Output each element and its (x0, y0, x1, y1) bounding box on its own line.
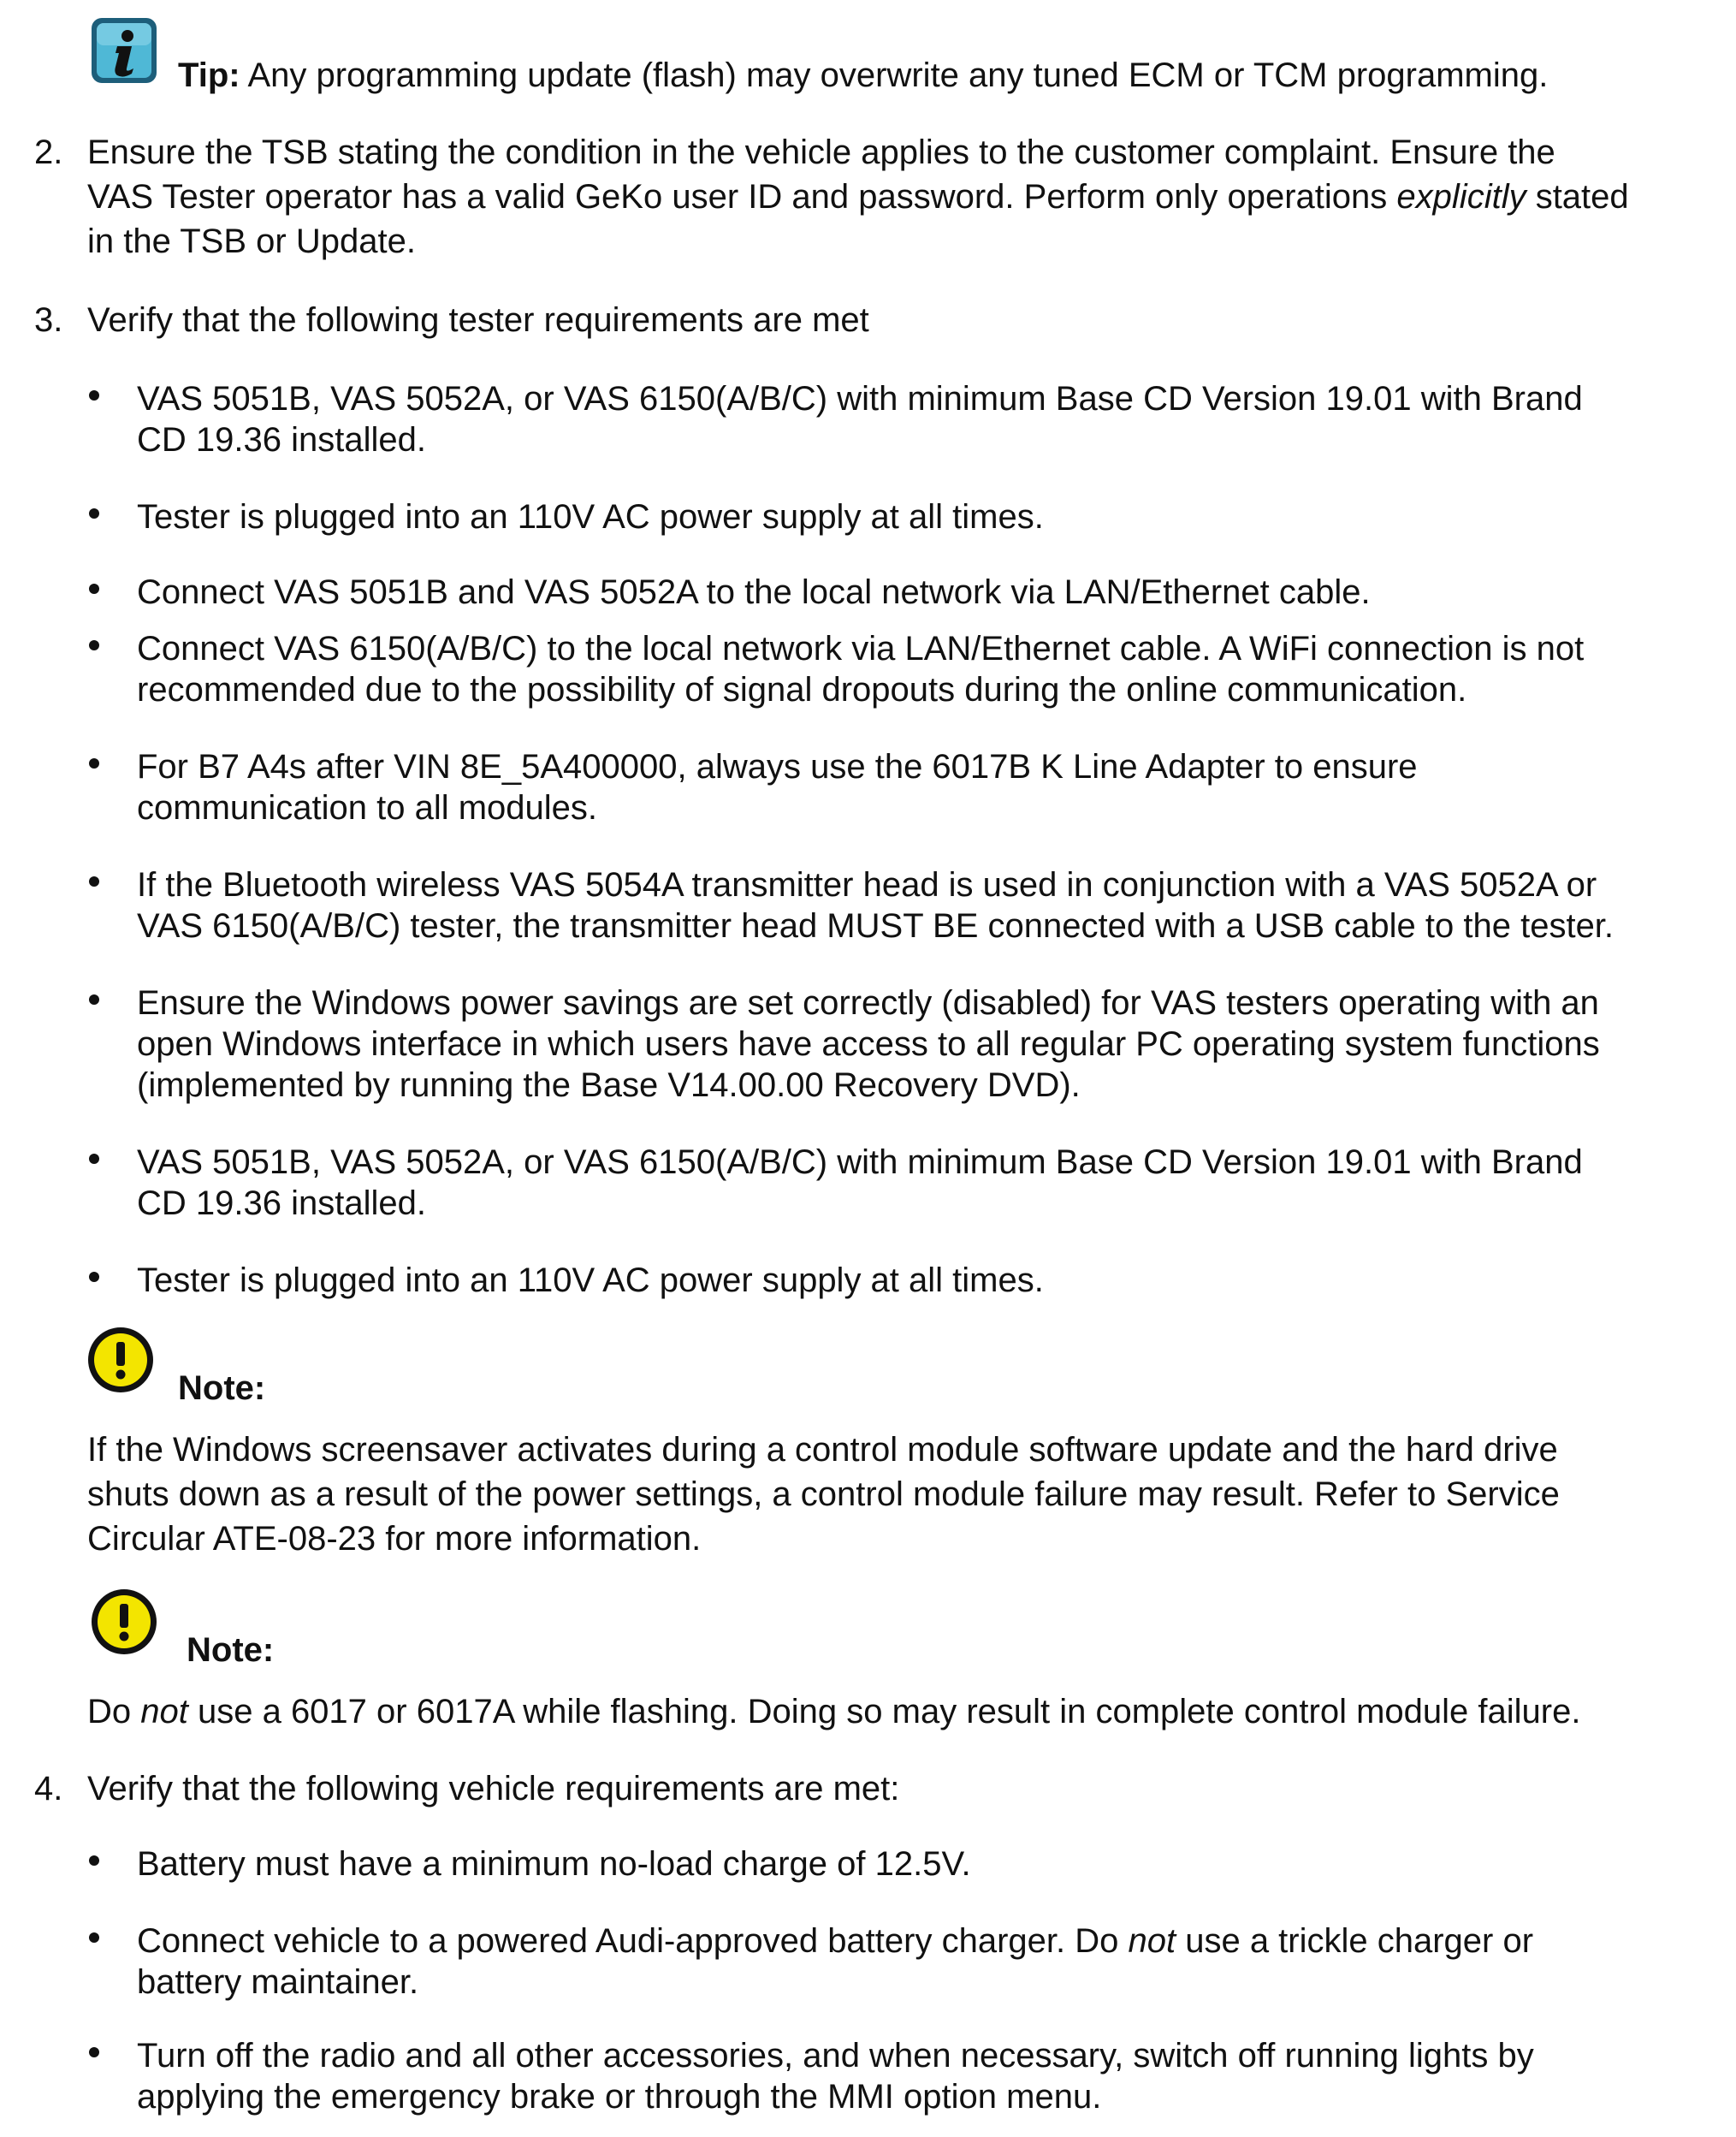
bullet-dot (89, 584, 99, 594)
tester-requirement-8-line-1: VAS 5051B, VAS 5052A, or VAS 6150(A/B/C) with minimum Base CD Version 19.01 with Brand (137, 1143, 1583, 1181)
tip-label: Tip: (178, 56, 240, 94)
step-2-line-2-b: stated (1526, 178, 1629, 216)
step-2-line-2-a: VAS Tester operator has a valid GeKo user ID and password. Perform only operations (87, 178, 1397, 216)
tester-requirement-1-line-1: VAS 5051B, VAS 5052A, or VAS 6150(A/B/C) with minimum Base CD Version 19.01 with Brand (137, 380, 1583, 418)
bullet-dot (89, 2047, 99, 2057)
bullet-dot (89, 994, 99, 1005)
vehicle-requirement-2-line-2: battery maintainer. (137, 1963, 419, 2001)
step-number: 3. (34, 301, 63, 339)
bullet-dot (89, 1272, 99, 1282)
note-2-text-a: Do (87, 1693, 141, 1730)
step-number: 4. (34, 1770, 63, 1808)
warning-icon (89, 1587, 159, 1657)
tester-requirement-4-line-2: recommended due to the possibility of signal dropouts during the online communication. (137, 671, 1467, 709)
tip-body: Any programming update (flash) may overwrite any tuned ECM or TCM programming. (240, 56, 1549, 94)
bullet-dot (89, 758, 99, 769)
tester-requirement-8-line-2: CD 19.36 installed. (137, 1184, 426, 1222)
tester-requirement-5-line-1: For B7 A4s after VIN 8E_5A400000, always use the 6017B K Line Adapter to ensure (137, 748, 1418, 786)
vehicle-requirement-1: Battery must have a minimum no-load charge of 12.5V. (137, 1845, 971, 1883)
tester-requirement-6-line-2: VAS 6150(A/B/C) tester, the transmitter head MUST BE connected with a USB cable to the tester. (137, 907, 1615, 945)
tester-requirement-7-line-3: (implemented by running the Base V14.00.00 Recovery DVD). (137, 1066, 1081, 1104)
emphasis-not: not (1128, 1922, 1176, 1960)
requirement-text-b: use a trickle charger or (1176, 1922, 1534, 1960)
bullet-dot (89, 1154, 99, 1164)
note-2-text-b: use a 6017 or 6017A while flashing. Doing so may result in complete control module failure. (187, 1693, 1581, 1730)
info-icon (89, 15, 159, 86)
bullet-dot (89, 390, 99, 401)
step-4-heading: Verify that the following vehicle requirements are met: (87, 1770, 900, 1808)
note-1-label (178, 1368, 265, 1409)
tester-requirement-3-line-1: Connect VAS 5051B and VAS 5052A to the local network via LAN/Ethernet cable. (137, 573, 1371, 611)
step-number: 2. (34, 134, 63, 171)
bullet-dot (89, 640, 99, 650)
note-2-text (87, 1691, 1580, 1732)
tester-requirement-9-line-1: Tester is plugged into an 110V AC power supply at all times. (137, 1261, 1044, 1299)
tester-requirement-2-line-1: Tester is plugged into an 110V AC power supply at all times. (137, 498, 1044, 536)
emphasis-explicitly: explicitly (1396, 178, 1526, 216)
step-2-line-1: Ensure the TSB stating the condition in the vehicle applies to the customer complaint. Ensure the (87, 134, 1555, 171)
step-2-line-2 (87, 176, 1629, 217)
tip-text (178, 55, 1548, 96)
note-1-line-3: Circular ATE-08-23 for more information. (87, 1520, 702, 1558)
emphasis-not: not (140, 1693, 188, 1730)
note-label: Note: (178, 1369, 266, 1407)
warning-icon (86, 1325, 156, 1395)
step-2-line-3: in the TSB or Update. (87, 223, 416, 260)
vehicle-requirement-3-line-1: Turn off the radio and all other accessories, and when necessary, switch off running lights by (137, 2037, 1534, 2075)
vehicle-requirement-2-line-1 (137, 1920, 1533, 1962)
tester-requirement-5-line-2: communication to all modules. (137, 789, 598, 827)
bullet-dot (89, 1932, 99, 1943)
note-1-line-1: If the Windows screensaver activates during a control module software update and the hard drive (87, 1431, 1558, 1469)
bullet-dot (89, 508, 99, 519)
tester-requirement-7-line-2: open Windows interface in which users have access to all regular PC operating system functions (137, 1025, 1600, 1063)
vehicle-requirement-3-line-2: applying the emergency brake or through the MMI option menu. (137, 2078, 1102, 2116)
tester-requirement-7-line-1: Ensure the Windows power savings are set correctly (disabled) for VAS testers operating with an (137, 984, 1599, 1022)
note-2-label (187, 1629, 274, 1671)
tester-requirement-6-line-1: If the Bluetooth wireless VAS 5054A transmitter head is used in conjunction with a VAS 5052A or (137, 866, 1597, 904)
tester-requirement-1-line-2: CD 19.36 installed. (137, 421, 426, 459)
bullet-dot (89, 876, 99, 887)
requirement-text-a: Connect vehicle to a powered Audi-approved battery charger. Do (137, 1922, 1129, 1960)
note-1-line-2: shuts down as a result of the power settings, a control module failure may result. Refer to Service (87, 1475, 1560, 1513)
note-label: Note: (187, 1631, 275, 1669)
bullet-dot (89, 1855, 99, 1866)
step-3-heading: Verify that the following tester requirements are met (87, 301, 869, 339)
tester-requirement-4-line-1: Connect VAS 6150(A/B/C) to the local network via LAN/Ethernet cable. A WiFi connection is not (137, 630, 1585, 668)
